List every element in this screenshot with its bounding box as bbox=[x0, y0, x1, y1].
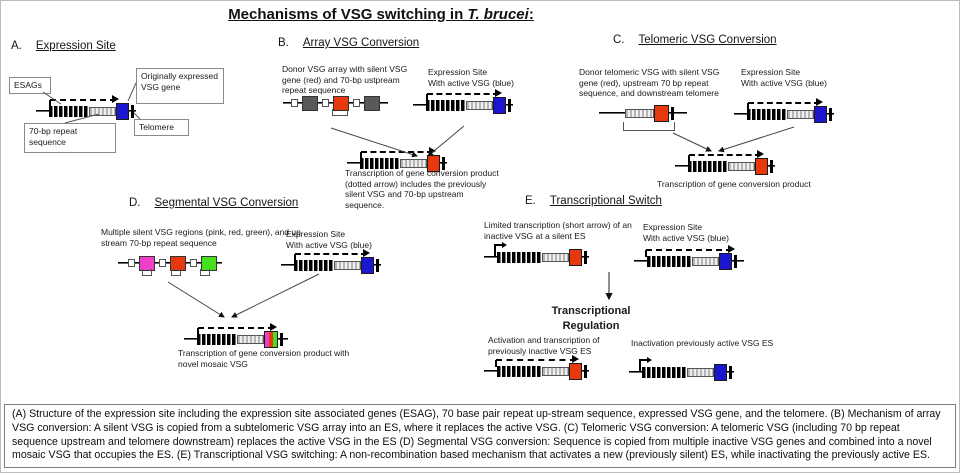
active-vsg-box bbox=[719, 253, 732, 270]
70bp-repeat-bar bbox=[89, 107, 116, 116]
es-label-line1: Expression Site bbox=[643, 222, 703, 232]
mosaic-vsg-box bbox=[264, 331, 278, 348]
panel-e-title: Transcriptional Switch bbox=[549, 195, 662, 207]
telomere-bar bbox=[280, 333, 283, 346]
transcription-dashed-arrow bbox=[198, 327, 274, 329]
figure-caption-text: (A) Structure of the expression site including the expression site associated genes (ESAG), 70 base pair repeat up-stream sequence, expressed VSG gene, and the telomere. (B) Mechanism of array VSG conversion: A silent VSG is copied from a subtelomeric VSG array into an ES, where it replaces the active VSG. (C) Telomeric VSG conversion: A telomeric VSG (including 70 bp repeat sequence upstream and telomere downstream) replaces the active VSG in the ES (D) Segmental VSG conversion: Sequence is copied from multiple inactive VSG genes and combined into a novel mosaic VSG that occupies the ES. (E) Transcriptional VSG switching: A non-recombination based mechanism that activates a new (previously silent) ES, while inactivating the previously active ES. bbox=[12, 408, 941, 462]
gene-row bbox=[281, 257, 381, 273]
silent-es-construct bbox=[484, 241, 589, 271]
originally-expressed-label: Originally expressed VSG gene bbox=[141, 71, 219, 93]
70bp-repeat-bar bbox=[334, 261, 361, 270]
expression-site-construct-b bbox=[413, 89, 513, 119]
activation-label-text: Activation and transcription of previously inactive VSG ES bbox=[488, 335, 600, 356]
gene-row bbox=[413, 97, 513, 113]
esags-label-box bbox=[9, 77, 51, 94]
originally-expressed-label-box bbox=[136, 68, 224, 104]
panel-c-title: Telomeric VSG Conversion bbox=[638, 34, 777, 46]
repeat-square bbox=[159, 259, 166, 267]
product-label-b bbox=[345, 168, 500, 211]
expression-site-label bbox=[428, 67, 533, 88]
telomere-bar bbox=[770, 160, 773, 173]
panel-c-heading bbox=[613, 34, 777, 46]
inactive-vsg-red-box bbox=[569, 249, 582, 266]
product-label-d-text: Transcription of gene conversion product with novel mosaic VSG bbox=[178, 348, 350, 369]
telomere-bar bbox=[131, 105, 134, 118]
repeat-square bbox=[322, 99, 329, 107]
donor-telomeric-construct bbox=[599, 97, 687, 133]
repeat-square bbox=[190, 259, 197, 267]
telomere-bar bbox=[671, 107, 674, 120]
gene-row bbox=[734, 106, 834, 122]
es-label-line1: Expression Site bbox=[741, 67, 801, 77]
esag-array-blocks bbox=[49, 106, 89, 117]
donor-vsg-array-construct bbox=[283, 87, 388, 119]
panel-a-heading bbox=[11, 40, 116, 52]
repeat-label: 70-bp repeat sequence bbox=[29, 126, 78, 148]
esag-array-blocks bbox=[642, 367, 687, 378]
repeat-label-box bbox=[24, 123, 116, 153]
70bp-repeat-bar bbox=[542, 367, 569, 376]
gene-row bbox=[629, 364, 734, 380]
telomere-label-box bbox=[134, 119, 189, 136]
esag-array-blocks bbox=[647, 256, 692, 267]
silent-vsg-red-box bbox=[654, 105, 669, 122]
70bp-repeat-bar bbox=[728, 162, 755, 171]
gene-row bbox=[599, 105, 687, 121]
product-label-c bbox=[657, 179, 837, 190]
product-label-d bbox=[178, 348, 358, 369]
gene-row bbox=[484, 249, 589, 265]
esag-array-blocks bbox=[747, 109, 787, 120]
es-label-line2: With active VSG (blue) bbox=[428, 77, 514, 88]
species-name: T. brucei bbox=[467, 6, 529, 23]
esag-array-blocks bbox=[426, 100, 466, 111]
gene-row bbox=[184, 331, 288, 347]
esag-array-blocks bbox=[497, 366, 542, 377]
esag-array-blocks bbox=[197, 334, 237, 345]
panel-e-letter: E. bbox=[525, 195, 536, 207]
conversion-product-construct-c bbox=[675, 150, 775, 180]
transcription-dashed-arrow bbox=[689, 154, 761, 156]
esag-array-blocks bbox=[360, 158, 400, 169]
gene-row bbox=[675, 158, 775, 174]
expression-site-construct-a bbox=[36, 95, 136, 125]
es-label-line2: With active VSG (blue) bbox=[741, 77, 827, 88]
transcriptional-regulation-heading bbox=[521, 304, 661, 334]
telomere-label: Telomere bbox=[139, 122, 174, 132]
transcription-dashed-arrow bbox=[50, 99, 116, 101]
es-label-line1: Expression Site bbox=[428, 67, 488, 77]
telomere-bar bbox=[508, 99, 511, 112]
telomere-bar bbox=[729, 366, 732, 379]
regulation-line1: Transcriptional bbox=[551, 305, 631, 317]
regulation-line2: Regulation bbox=[562, 319, 620, 332]
active-vsg-box bbox=[361, 257, 374, 274]
panel-a-letter: A. bbox=[11, 40, 22, 52]
es-label-line2: With active VSG (blue) bbox=[643, 232, 729, 243]
expression-site-label bbox=[643, 222, 753, 243]
transcription-dashed-arrow bbox=[496, 359, 576, 361]
telomere-bar bbox=[584, 251, 587, 264]
esag-array-blocks bbox=[688, 161, 728, 172]
activated-es-construct bbox=[484, 355, 589, 385]
new-active-vsg-red-box bbox=[569, 363, 582, 380]
transcription-dashed-arrow bbox=[295, 253, 367, 255]
donor-array-label-text: Donor VSG array with silent VSG gene (red) and 70-bp ustpream repeat sequence bbox=[282, 64, 408, 96]
multiple-silent-vsg-construct bbox=[118, 247, 222, 281]
recombination-bracket bbox=[332, 109, 348, 116]
telomere-bar bbox=[584, 365, 587, 378]
multiple-silent-vsg-label-text: Multiple silent VSG regions (pink, red, green), and up stream 70-bp repeat sequence bbox=[101, 227, 301, 248]
es-label-line2: With active VSG (blue) bbox=[286, 239, 372, 250]
figure-title bbox=[131, 6, 631, 23]
title-text: Mechanisms of VSG switching in bbox=[228, 6, 468, 23]
telomere-bar bbox=[734, 255, 737, 268]
recombination-bracket bbox=[171, 269, 181, 276]
repeat-square bbox=[353, 99, 360, 107]
limited-transcription-label bbox=[484, 220, 639, 241]
70bp-repeat-bar bbox=[692, 257, 719, 266]
multiple-silent-vsg-label bbox=[101, 227, 316, 248]
70bp-repeat-bar bbox=[625, 109, 654, 118]
70bp-repeat-bar bbox=[787, 110, 814, 119]
panel-b-title: Array VSG Conversion bbox=[302, 37, 420, 49]
panel-d-letter: D. bbox=[129, 197, 141, 209]
inactivated-vsg-blue-box bbox=[714, 364, 727, 381]
active-es-construct bbox=[634, 245, 744, 275]
panel-b-heading bbox=[278, 37, 419, 49]
active-vsg-box bbox=[814, 106, 827, 123]
gene-row bbox=[484, 363, 589, 379]
transcription-dashed-arrow bbox=[646, 249, 732, 251]
panel-d-heading bbox=[129, 197, 298, 209]
inactivation-label-text: Inactivation previously active VSG ES bbox=[631, 338, 774, 348]
activation-label bbox=[488, 335, 628, 356]
gene-row bbox=[634, 253, 744, 269]
title-colon: : bbox=[528, 6, 534, 23]
inactivated-es-construct bbox=[629, 356, 734, 386]
telomere-bar bbox=[829, 108, 832, 121]
repeat-square bbox=[128, 259, 135, 267]
new-vsg-red-box bbox=[755, 158, 768, 175]
panel-c-letter: C. bbox=[613, 34, 625, 46]
gene-row bbox=[36, 103, 136, 119]
transcription-dashed-arrow bbox=[427, 93, 499, 95]
es-label-line1: Expression Site bbox=[286, 229, 346, 239]
silent-vsg-gray-box bbox=[302, 96, 318, 111]
expression-site-construct-d bbox=[281, 249, 381, 279]
expression-site-construct-c bbox=[734, 98, 834, 128]
recombination-bracket bbox=[142, 269, 152, 276]
recombination-bracket bbox=[200, 269, 210, 276]
active-vsg-box bbox=[493, 97, 506, 114]
70bp-repeat-bar bbox=[237, 335, 264, 344]
inactivation-label bbox=[631, 338, 826, 349]
repeat-square bbox=[291, 99, 298, 107]
esag-array-blocks bbox=[497, 252, 542, 263]
70bp-repeat-bar bbox=[400, 159, 427, 168]
active-vsg-box bbox=[116, 103, 129, 120]
product-label-c-text: Transcription of gene conversion product bbox=[657, 179, 811, 189]
transcription-dashed-arrow bbox=[748, 102, 820, 104]
telomere-bar bbox=[376, 259, 379, 272]
transcription-dashed-arrow bbox=[361, 151, 433, 153]
panel-a-title: Expression Site bbox=[35, 40, 116, 52]
panel-d-title: Segmental VSG Conversion bbox=[154, 197, 299, 209]
70bp-repeat-bar bbox=[687, 368, 714, 377]
70bp-repeat-bar bbox=[542, 253, 569, 262]
70bp-repeat-bar bbox=[466, 101, 493, 110]
expression-site-label bbox=[741, 67, 846, 88]
silent-vsg-gray-box bbox=[364, 96, 380, 111]
donor-telomeric-label-text: Donor telomeric VSG with silent VSG gene (red), upstream 70 bp repeat sequence, and downstream telomere bbox=[579, 67, 720, 99]
figure-caption-box bbox=[4, 404, 956, 468]
esags-label: ESAGs bbox=[14, 80, 42, 90]
panel-b-letter: B. bbox=[278, 37, 289, 49]
esag-array-blocks bbox=[294, 260, 334, 271]
donor-telomeric-label bbox=[579, 67, 729, 99]
expression-site-label bbox=[286, 229, 396, 250]
recombination-bracket bbox=[623, 122, 675, 131]
panel-e-heading bbox=[525, 195, 662, 207]
limited-transcription-label-text: Limited transcription (short arrow) of an inactive VSG at a silent ES bbox=[484, 220, 632, 241]
product-label-b-text: Transcription of gene conversion product (dotted arrow) includes the previously silent VSG and 70-bp upstream sequence. bbox=[345, 168, 499, 211]
